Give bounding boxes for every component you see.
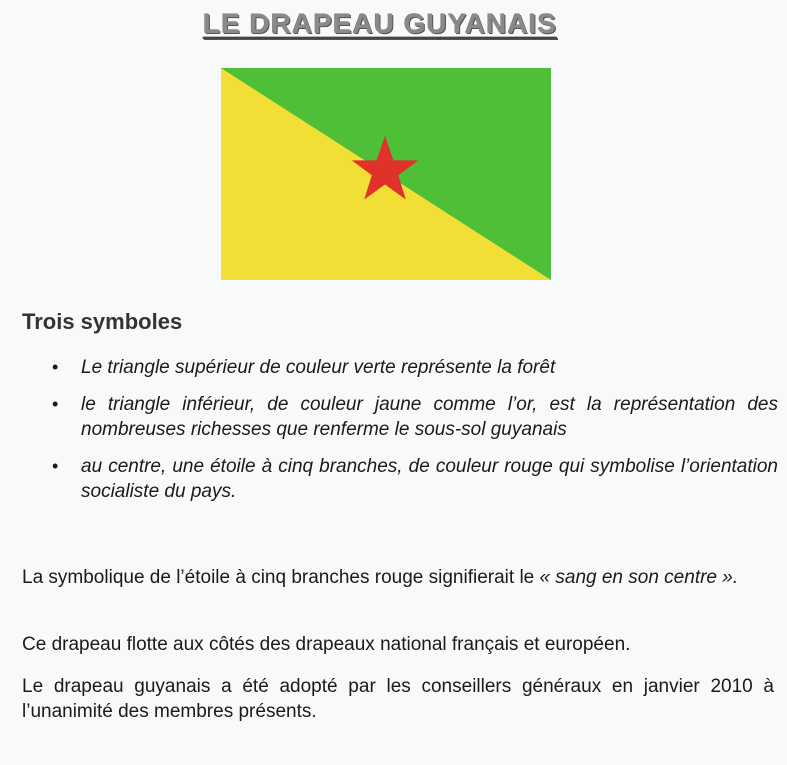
list-item: • Le triangle supérieur de couleur verte représente la forêt bbox=[52, 357, 556, 378]
page-title: LE DRAPEAU GUYANAIS bbox=[202, 8, 557, 39]
section-heading: Trois symboles bbox=[22, 309, 183, 334]
symbols-list bbox=[52, 355, 778, 516]
paragraph-adoption: Le drapeau guyanais a été adopté par les conseillers généraux en janvier 2010 à l’unanimité des membres présents. bbox=[22, 676, 774, 722]
paragraph-star-meaning: La symbolique de l’étoile à cinq branches rouge signifierait le « sang en son centre ». bbox=[22, 567, 739, 588]
bullet-icon: • bbox=[52, 456, 59, 476]
list-item: • au centre, une étoile à cinq branches, de couleur rouge qui symbolise l’orientation socialiste du pays. bbox=[52, 456, 778, 502]
bullet-icon: • bbox=[52, 394, 59, 414]
flag-image bbox=[221, 68, 551, 280]
bullet-icon: • bbox=[52, 357, 59, 377]
paragraph-flag-location: Ce drapeau flotte aux côtés des drapeaux national français et européen. bbox=[22, 634, 631, 655]
list-item: • le triangle inférieur, de couleur jaune comme l’or, est la représentation des nombreuses richesses que renferme le sous-sol guyanais bbox=[52, 394, 778, 440]
